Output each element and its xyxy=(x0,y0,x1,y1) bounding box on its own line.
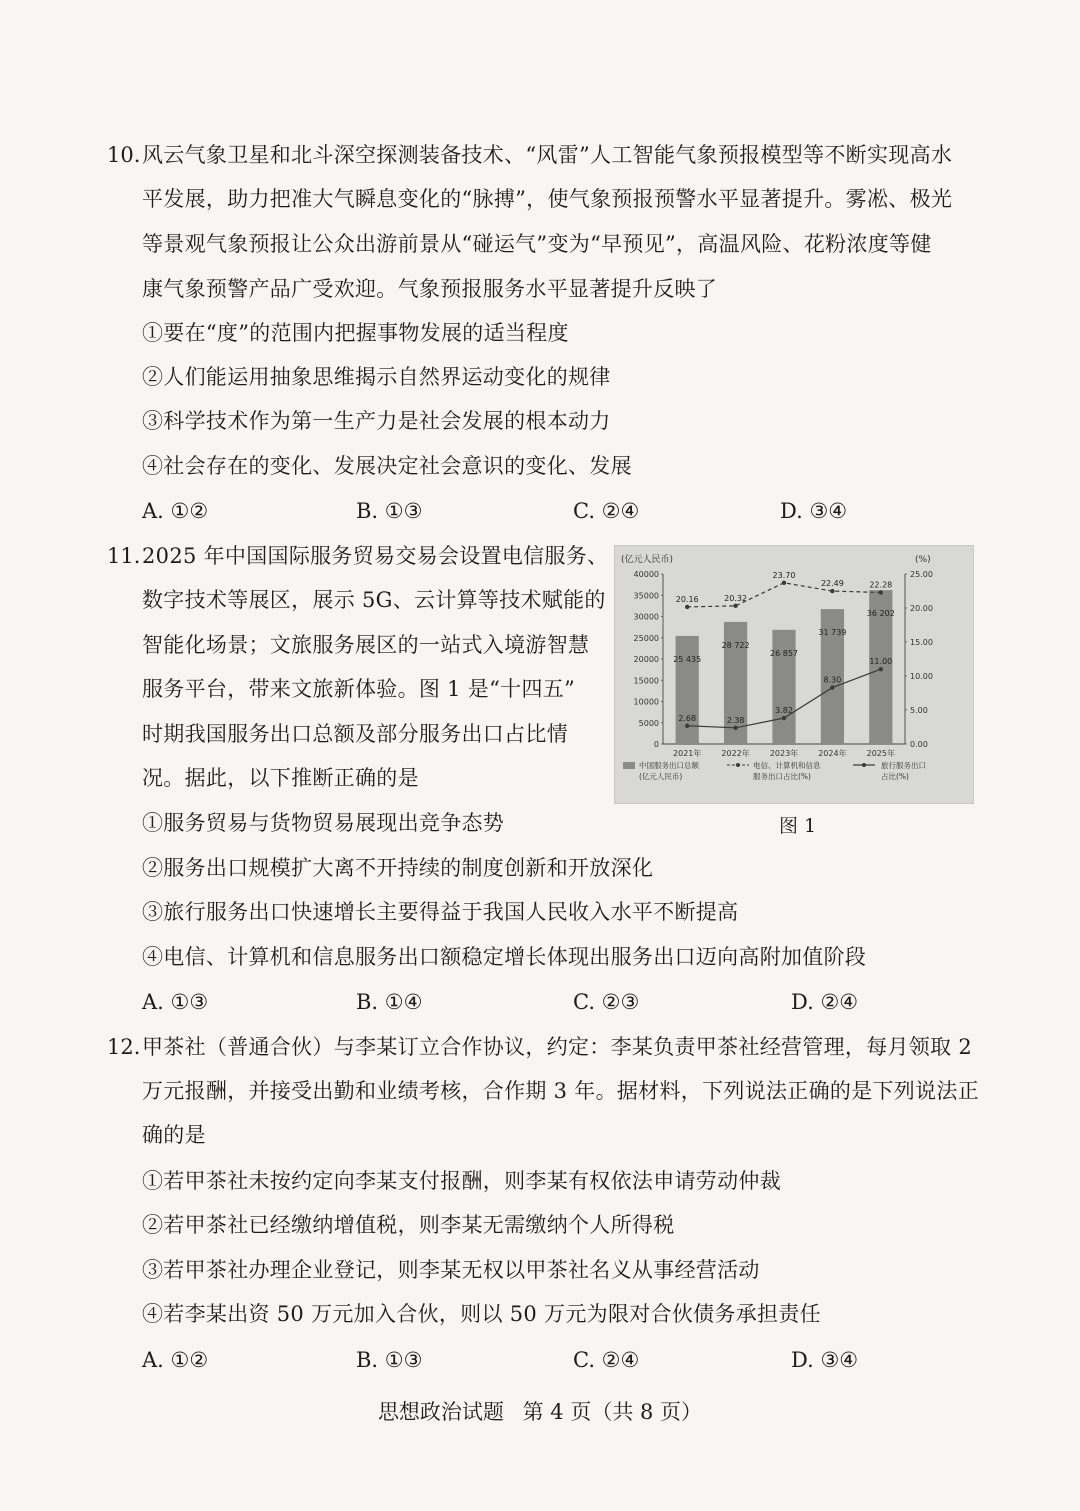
legend-swatch-bar xyxy=(623,762,635,769)
option-a: A. ①② xyxy=(142,1348,209,1372)
option-c: C. ②③ xyxy=(573,990,640,1014)
x-tick-label: 2022年 xyxy=(721,749,750,758)
option-a: A. ①③ xyxy=(142,990,209,1014)
question-number: 11. xyxy=(107,544,141,568)
bar-value-label: 25 435 xyxy=(673,654,702,664)
statement-item: ④电信、计算机和信息服务出口额稳定增长体现出服务出口迈向高附加值阶段 xyxy=(142,945,867,969)
legend-label: 占比(%) xyxy=(881,772,909,781)
statement-item: ③若甲茶社办理企业登记，则李某无权以甲茶社名义从事经营活动 xyxy=(142,1258,760,1282)
legend-label: 电信、计算机和信息 xyxy=(753,761,821,770)
series-line-telecom-share xyxy=(687,583,881,607)
x-tick-label: 2021年 xyxy=(673,749,702,758)
option-c: C. ②④ xyxy=(573,499,640,523)
y-left-tick-label: 40000 xyxy=(633,570,659,579)
series-value-label: 23.70 xyxy=(772,570,796,580)
statement-item: ②若甲茶社已经缴纳增值税，则李某无需缴纳个人所得税 xyxy=(142,1213,675,1237)
y-left-tick-label: 25000 xyxy=(633,633,659,643)
y-right-unit-label: (%) xyxy=(915,555,931,565)
figure-1-chart xyxy=(614,545,974,804)
statement-item: ①若甲茶社未按约定向李某支付报酬，则李某有权依法申请劳动仲裁 xyxy=(142,1169,781,1193)
series-point xyxy=(830,589,834,593)
series-value-label: 22.28 xyxy=(869,580,893,590)
statement-item: ④社会存在的变化、发展决定社会意识的变化、发展 xyxy=(142,454,632,478)
legend-label: (亿元人民币) xyxy=(639,772,683,781)
statement-item: ③旅行服务出口快速增长主要得益于我国人民收入水平不断提高 xyxy=(142,900,739,924)
series-value-label: 3.82 xyxy=(775,706,793,716)
series-point xyxy=(685,724,689,728)
y-left-tick-label: 30000 xyxy=(633,612,659,622)
option-c: C. ②④ xyxy=(573,1348,640,1372)
figure-caption: 图 1 xyxy=(779,815,817,837)
y-left-unit-label: (亿元人民币) xyxy=(621,555,674,565)
question-stem-line: 况。据此，以下推断正确的是 xyxy=(142,766,419,790)
footer-subject: 思想政治试题 xyxy=(377,1400,504,1424)
legend-label: 中国服务出口总额 xyxy=(639,761,699,770)
question-stem-line: 确的是 xyxy=(142,1123,206,1147)
legend-label: 服务出口占比(%) xyxy=(753,772,811,781)
x-tick-label: 2023年 xyxy=(769,749,799,758)
option-b: B. ①④ xyxy=(356,990,423,1014)
y-right-tick-label: 0.00 xyxy=(910,740,928,749)
question-stem-line: 万元报酬，并接受出勤和业绩考核，合作期 3 年。据材料，下列说法正确的是下列说法正 xyxy=(142,1079,980,1103)
bar-value-label: 28 722 xyxy=(721,640,750,650)
legend-label: 旅行服务出口 xyxy=(881,761,926,770)
series-value-label: 22.49 xyxy=(820,579,844,589)
statement-item: ③科学技术作为第一生产力是社会发展的根本动力 xyxy=(142,409,611,433)
statement-item: ②服务出口规模扩大离不开持续的制度创新和开放深化 xyxy=(142,856,654,880)
x-tick-label: 2025年 xyxy=(866,749,895,758)
bar-value-label: 26 857 xyxy=(770,648,798,658)
question-stem-line: 数字技术等展区，展示 5G、云计算等技术赋能的 xyxy=(142,588,606,612)
y-right-tick-label: 5.00 xyxy=(910,706,928,715)
series-point xyxy=(830,685,834,689)
y-left-tick-label: 10000 xyxy=(633,697,659,707)
y-left-tick-label: 35000 xyxy=(633,591,659,601)
statement-item: ①服务贸易与货物贸易展现出竞争态势 xyxy=(142,811,505,835)
series-value-label: 2.38 xyxy=(726,715,745,725)
series-value-label: 8.30 xyxy=(823,675,842,685)
question-number: 12. xyxy=(107,1035,141,1059)
question-stem-line: 2025 年中国国际服务贸易交易会设置电信服务、 xyxy=(142,544,609,568)
question-stem-line: 风云气象卫星和北斗深空探测装备技术、“风雷”人工智能气象预报模型等不断实现高水 xyxy=(142,143,953,167)
legend-swatch-point xyxy=(736,763,740,767)
statement-item: ①要在“度”的范围内把握事物发展的适当程度 xyxy=(142,321,569,345)
legend-swatch-point xyxy=(862,763,866,767)
question-stem-line: 平发展，助力把准大气瞬息变化的“脉搏”，使气象预报预警水平显著提升。雾凇、极光 xyxy=(142,187,953,211)
y-left-tick-label: 0 xyxy=(653,740,659,749)
series-point xyxy=(733,604,737,608)
page-footer xyxy=(0,1397,1080,1427)
series-point xyxy=(733,726,737,730)
question-stem-line: 时期我国服务出口总额及部分服务出口占比情 xyxy=(142,722,568,746)
y-right-tick-label: 20.00 xyxy=(910,604,933,613)
y-right-tick-label: 25.00 xyxy=(910,570,933,579)
bar-value-label: 36 202 xyxy=(866,609,895,619)
series-value-label: 20.32 xyxy=(724,593,748,603)
series-value-label: 2.68 xyxy=(678,713,697,723)
series-point xyxy=(685,605,689,609)
chart-svg xyxy=(615,546,973,803)
question-number: 10. xyxy=(107,143,141,167)
series-point xyxy=(782,716,786,720)
series-point xyxy=(782,581,786,585)
y-left-tick-label: 15000 xyxy=(633,676,659,686)
option-a: A. ①② xyxy=(142,499,209,523)
option-d: D. ③④ xyxy=(791,1348,859,1372)
question-stem-line: 智能化场景；文旅服务展区的一站式入境游智慧 xyxy=(142,633,590,657)
chart-bar xyxy=(772,630,795,744)
statement-item: ②人们能运用抽象思维揭示自然界运动变化的规律 xyxy=(142,365,611,389)
question-stem-line: 等景观气象预报让公众出游前景从“碰运气”变为“早预见”，高温风险、花粉浓度等健 xyxy=(142,232,932,256)
y-left-tick-label: 20000 xyxy=(633,655,659,664)
option-b: B. ①③ xyxy=(356,1348,423,1372)
y-right-tick-label: 15.00 xyxy=(910,638,933,647)
option-d: D. ③④ xyxy=(780,499,848,523)
x-tick-label: 2024年 xyxy=(818,749,847,758)
series-value-label: 20.16 xyxy=(675,594,699,604)
question-stem-line: 甲茶社（普通合伙）与李某订立合作协议，约定：李某负责甲茶社经营管理，每月领取 2 xyxy=(142,1035,973,1059)
footer-page-number: 第 4 页（共 8 页） xyxy=(522,1400,703,1424)
series-point xyxy=(879,590,883,594)
series-point xyxy=(879,667,883,671)
question-stem-line: 服务平台，带来文旅新体验。图 1 是“十四五” xyxy=(142,677,576,701)
y-right-tick-label: 10.00 xyxy=(910,672,933,681)
statement-item: ④若李某出资 50 万元加入合伙，则以 50 万元为限对合伙债务承担责任 xyxy=(142,1302,821,1326)
y-left-tick-label: 5000 xyxy=(638,718,659,728)
series-value-label: 11.00 xyxy=(869,657,893,667)
option-b: B. ①③ xyxy=(356,499,423,523)
question-stem-line: 康气象预警产品广受欢迎。气象预报服务水平显著提升反映了 xyxy=(142,277,718,301)
bar-value-label: 31 739 xyxy=(818,628,847,638)
option-d: D. ②④ xyxy=(791,990,859,1014)
